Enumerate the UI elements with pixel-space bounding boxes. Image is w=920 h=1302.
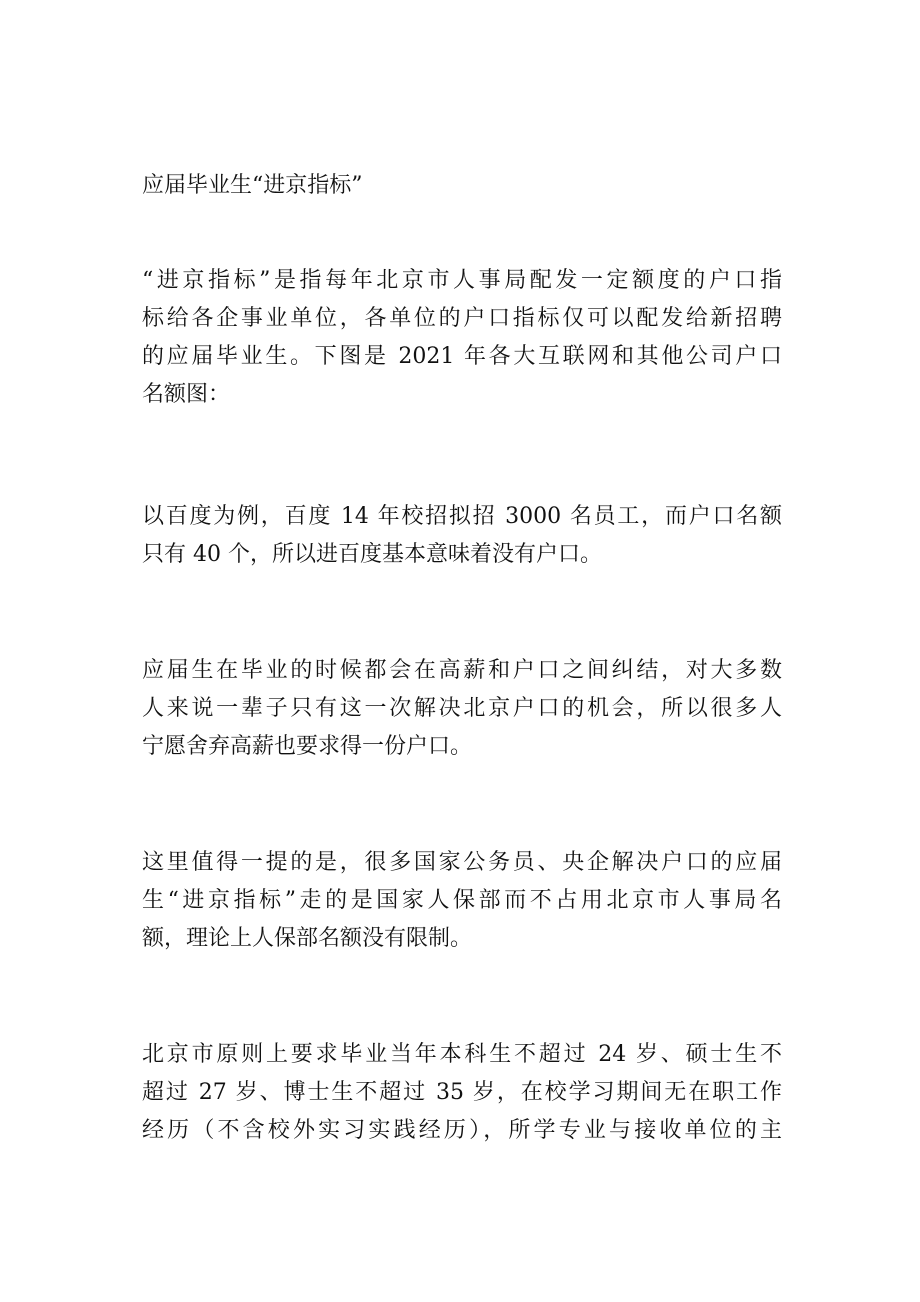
paragraph-age-requirements xyxy=(142,1036,782,1150)
paragraph-line: 超过 27 岁、博士生不超过 35 岁，在校学习期间无在职工作 xyxy=(142,1080,782,1105)
paragraph-line: “进京指标”是指每年北京市人事局配发一定额度的户口指 xyxy=(142,268,782,293)
paragraph-line: 人来说一辈子只有这一次解决北京户口的机会，所以很多人 xyxy=(142,696,782,721)
document-heading: 应届毕业生“进京指标” xyxy=(142,173,363,198)
paragraph-line: 名额图： xyxy=(142,382,231,407)
paragraph-line: 应届生在毕业的时候都会在高薪和户口之间纠结，对大多数 xyxy=(142,658,782,683)
paragraph-line: 只有 40 个，所以进百度基本意味着没有户口。 xyxy=(142,542,602,567)
paragraph-line: 标给各企事业单位，各单位的户口指标仅可以配发给新招聘 xyxy=(142,306,782,331)
paragraph-line: 北京市原则上要求毕业当年本科生不超过 24 岁、硕士生不 xyxy=(142,1042,782,1067)
paragraph-line: 以百度为例，百度 14 年校招拟招 3000 名员工，而户口名额 xyxy=(142,504,782,529)
paragraph-line: 生“进京指标”走的是国家人保部而不占用北京市人事局名 xyxy=(142,888,782,913)
paragraph-baidu-example xyxy=(142,498,782,574)
paragraph-line: 额，理论上人保部名额没有限制。 xyxy=(142,926,473,951)
paragraph-salary-vs-hukou xyxy=(142,652,782,766)
paragraph-jinjing-definition xyxy=(142,262,782,414)
paragraph-civil-servants xyxy=(142,844,782,958)
paragraph-line: 的应届毕业生。下图是 2021 年各大互联网和其他公司户口 xyxy=(142,344,782,369)
paragraph-line: 经历（不含校外实习实践经历），所学专业与接收单位的主 xyxy=(142,1118,782,1143)
paragraph-line: 宁愿舍弃高薪也要求得一份户口。 xyxy=(142,734,473,759)
paragraph-line: 这里值得一提的是，很多国家公务员、央企解决户口的应届 xyxy=(142,850,782,875)
